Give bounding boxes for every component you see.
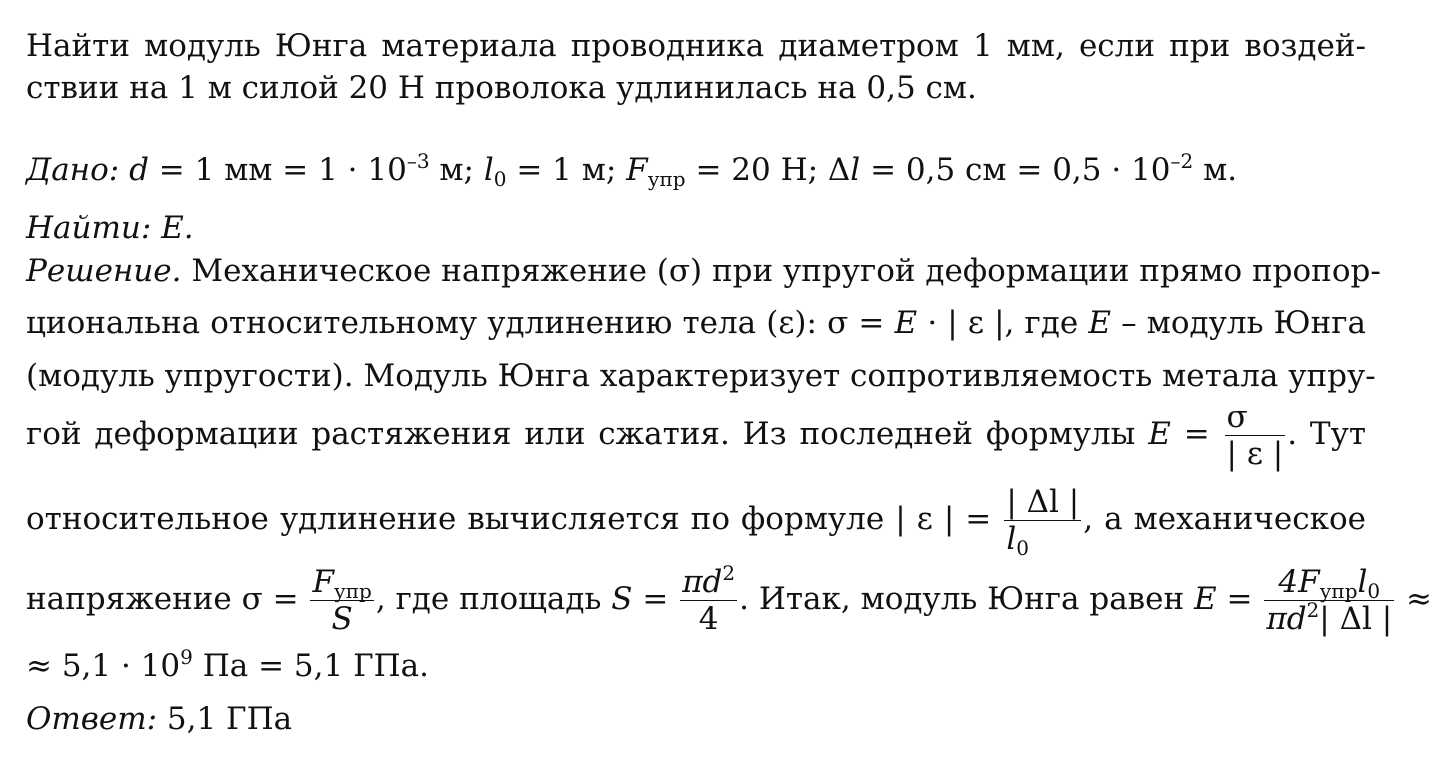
fraction-area: $\frac{\pi d^2}{4}$ (682, 561, 736, 637)
fraction-f-over-s: $\frac{F_{упр}}{S}$ (312, 564, 372, 637)
find-label: Найти: (26, 210, 152, 246)
solution-line-6: напряжение σ = $\frac{F_{упр}}{S}$ , где площадь S = $\frac{\pi d^2}{4}$ . Итак, модуль Юнга равен E = $\frac{4F_{упр}l_0}{\pi d^2| \Delta l |}$ ≈ (26, 561, 1432, 637)
solution-line-1: Решение. Механическое напряжение (σ) при упругой деформации прямо пропор- (26, 253, 1381, 289)
answer-label: Ответ: (26, 701, 158, 737)
answer-line: Ответ: 5,1 ГПа (26, 701, 293, 737)
solution-label: Решение. (26, 253, 182, 289)
solution-line-4: гой деформации растяжения или сжатия. Из последней формулы E = $\frac{\sigma}{| \varepsilon |}$ . Тут (26, 399, 1367, 472)
problem-line-2: ствии на 1 м силой 20 Н проволока удлинилась на 0,5 см. (26, 70, 977, 106)
solution-line-2: циональна относительному удлинению тела (ε): σ = E · | ε |, где E – модуль Юнга (26, 305, 1366, 341)
fraction-sigma-over-eps: $\frac{\sigma}{| \varepsilon |}$ (1226, 399, 1284, 472)
given-line: Дано: d = 1 мм = $1 \cdot 10^{-3}$ м; $l_0 = 1$ м; $F_{упр} = 20$ Н; Δl = 0,5 см = $0,5 \cdot 10^{-2}$ м. (26, 149, 1238, 191)
solution-line-7: ≈ $5,1 \cdot 10^9$ Па = 5,1 ГПа. (26, 645, 429, 684)
fraction-young-modulus: $\frac{4F_{упр}l_0}{\pi d^2| \Delta l |}$ (1266, 564, 1393, 637)
fraction-dl-over-l0: $\frac{| \Delta l |}{l_0}$ (1006, 484, 1080, 560)
solution-line-3: (модуль упругости). Модуль Юнга характеризует сопротивляемость метала упру- (26, 358, 1376, 394)
find-line: Найти: E. (26, 210, 194, 246)
given-label: Дано: (26, 152, 120, 188)
problem-line-1: Найти модуль Юнга материала проводника диаметром 1 мм, если при воздей- (26, 28, 1366, 64)
solution-line-5: относительное удлинение вычисляется по формуле | ε | = $\frac{| \Delta l |}{l_0}$ , а механическое (26, 484, 1366, 560)
